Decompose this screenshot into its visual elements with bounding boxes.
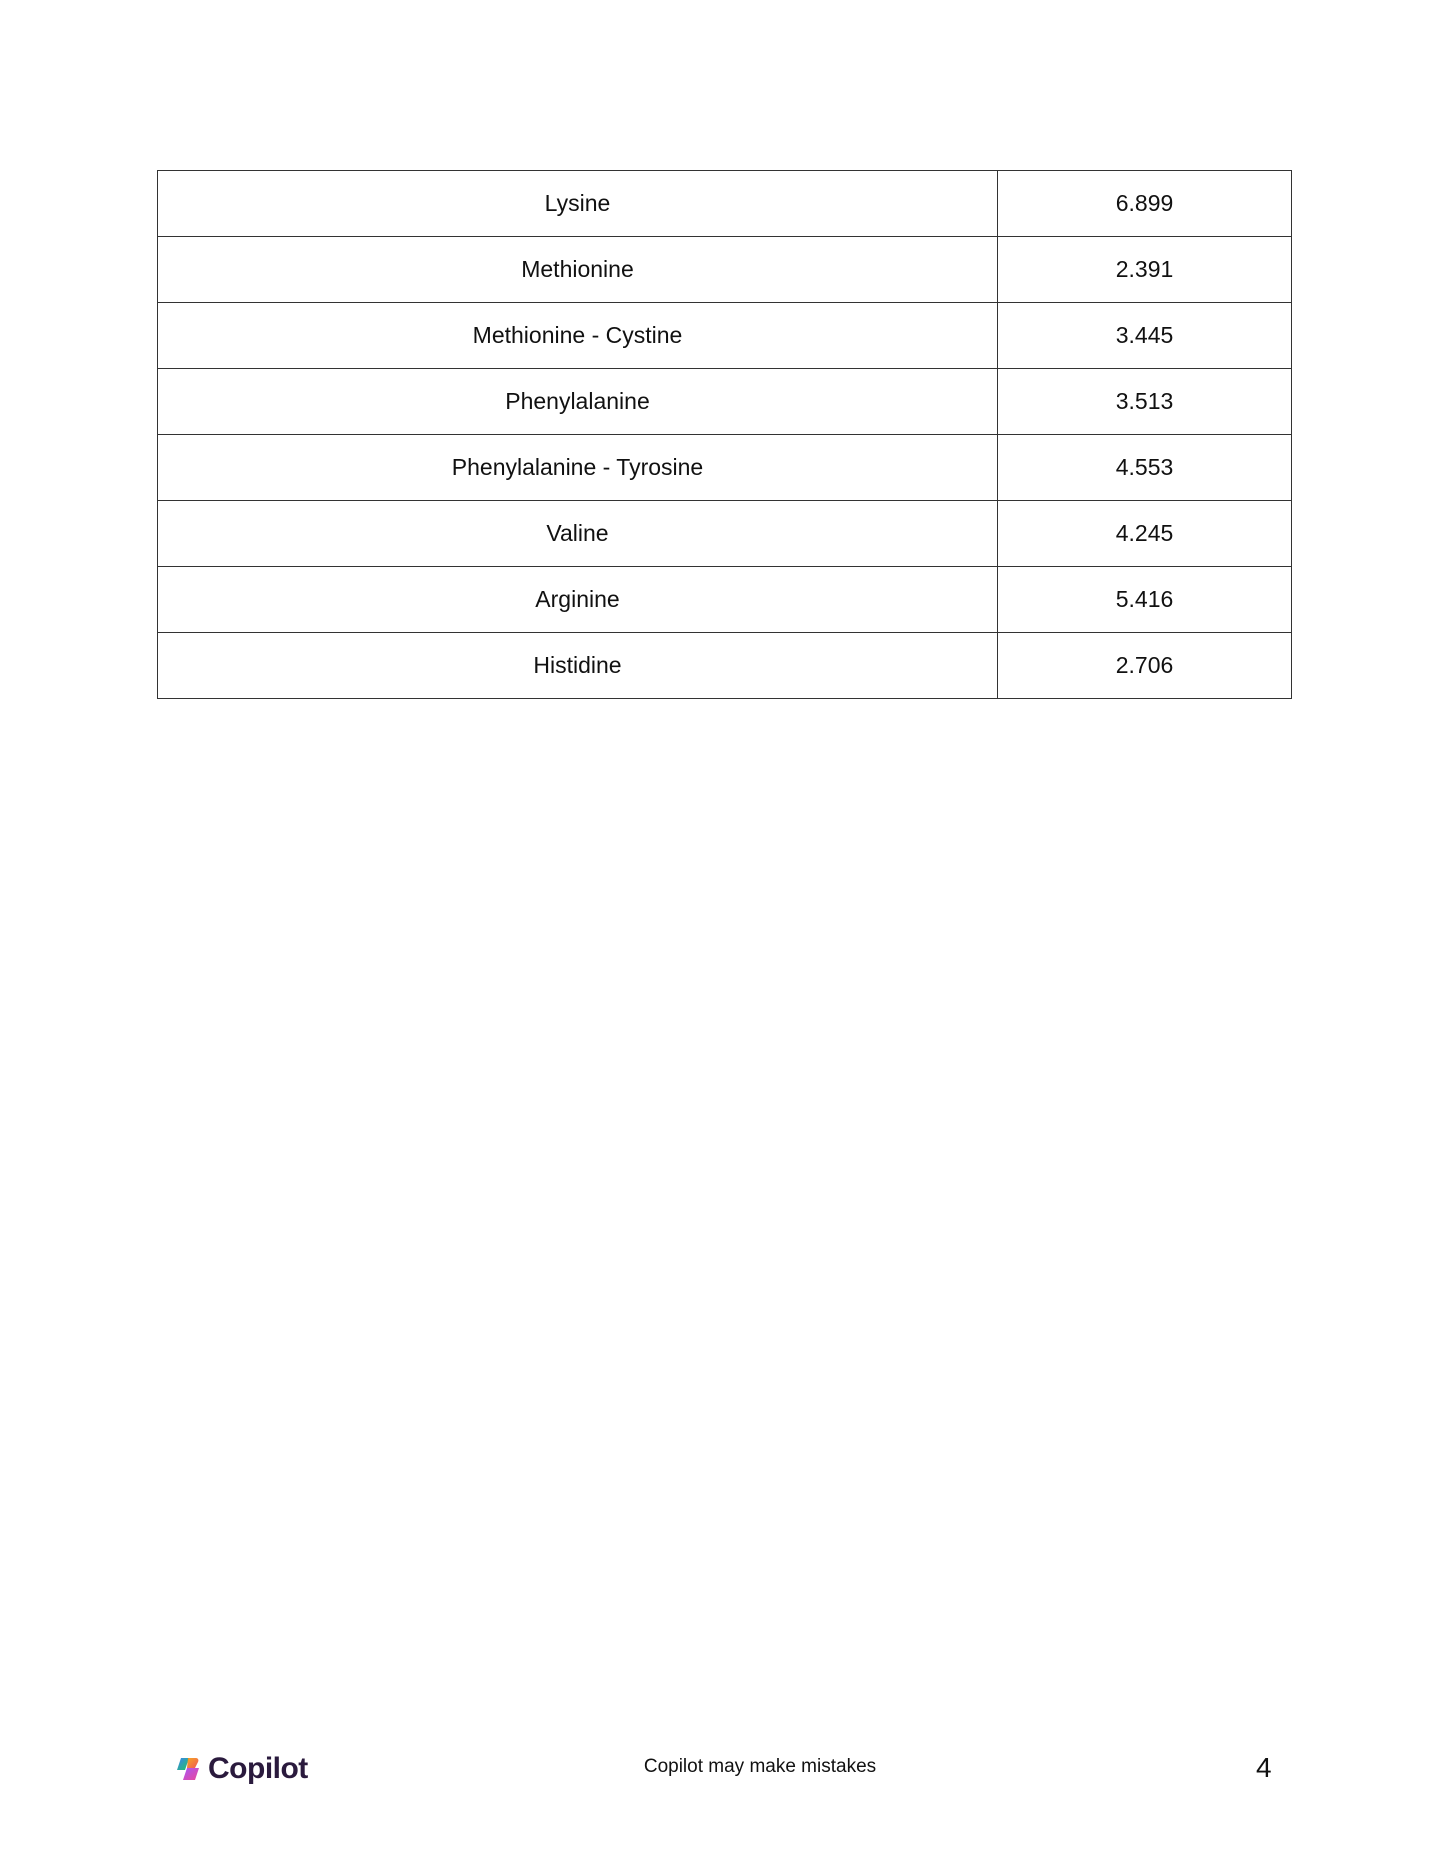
- amino-acid-value: 4.245: [998, 501, 1292, 567]
- amino-acid-value: 5.416: [998, 567, 1292, 633]
- amino-acid-name: Histidine: [158, 633, 998, 699]
- page-number: 4: [1256, 1752, 1272, 1783]
- amino-acid-name: Phenylalanine - Tyrosine: [158, 435, 998, 501]
- amino-acid-value: 3.513: [998, 369, 1292, 435]
- amino-acid-value: 2.706: [998, 633, 1292, 699]
- table-row: [158, 567, 1292, 633]
- amino-acid-value: 2.391: [998, 237, 1292, 303]
- copilot-logo-text: Copilot: [208, 1752, 308, 1785]
- table-row: [158, 237, 1292, 303]
- amino-acid-table: [157, 170, 1292, 699]
- amino-acid-name: Valine: [158, 501, 998, 567]
- table-row: [158, 633, 1292, 699]
- table-row: [158, 435, 1292, 501]
- amino-acid-name: Arginine: [158, 567, 998, 633]
- table-row: [158, 369, 1292, 435]
- amino-acid-value: 3.445: [998, 303, 1292, 369]
- table-row: [158, 501, 1292, 567]
- disclaimer-text: Copilot may make mistakes: [643, 1756, 877, 1777]
- amino-acid-name: Lysine: [158, 171, 998, 237]
- table-row: [158, 303, 1292, 369]
- amino-acid-name: Phenylalanine: [158, 369, 998, 435]
- table-row: [158, 171, 1292, 237]
- amino-acid-name: Methionine: [158, 237, 998, 303]
- amino-acid-value: 4.553: [998, 435, 1292, 501]
- amino-acid-value: 6.899: [998, 171, 1292, 237]
- amino-acid-name: Methionine - Cystine: [158, 303, 998, 369]
